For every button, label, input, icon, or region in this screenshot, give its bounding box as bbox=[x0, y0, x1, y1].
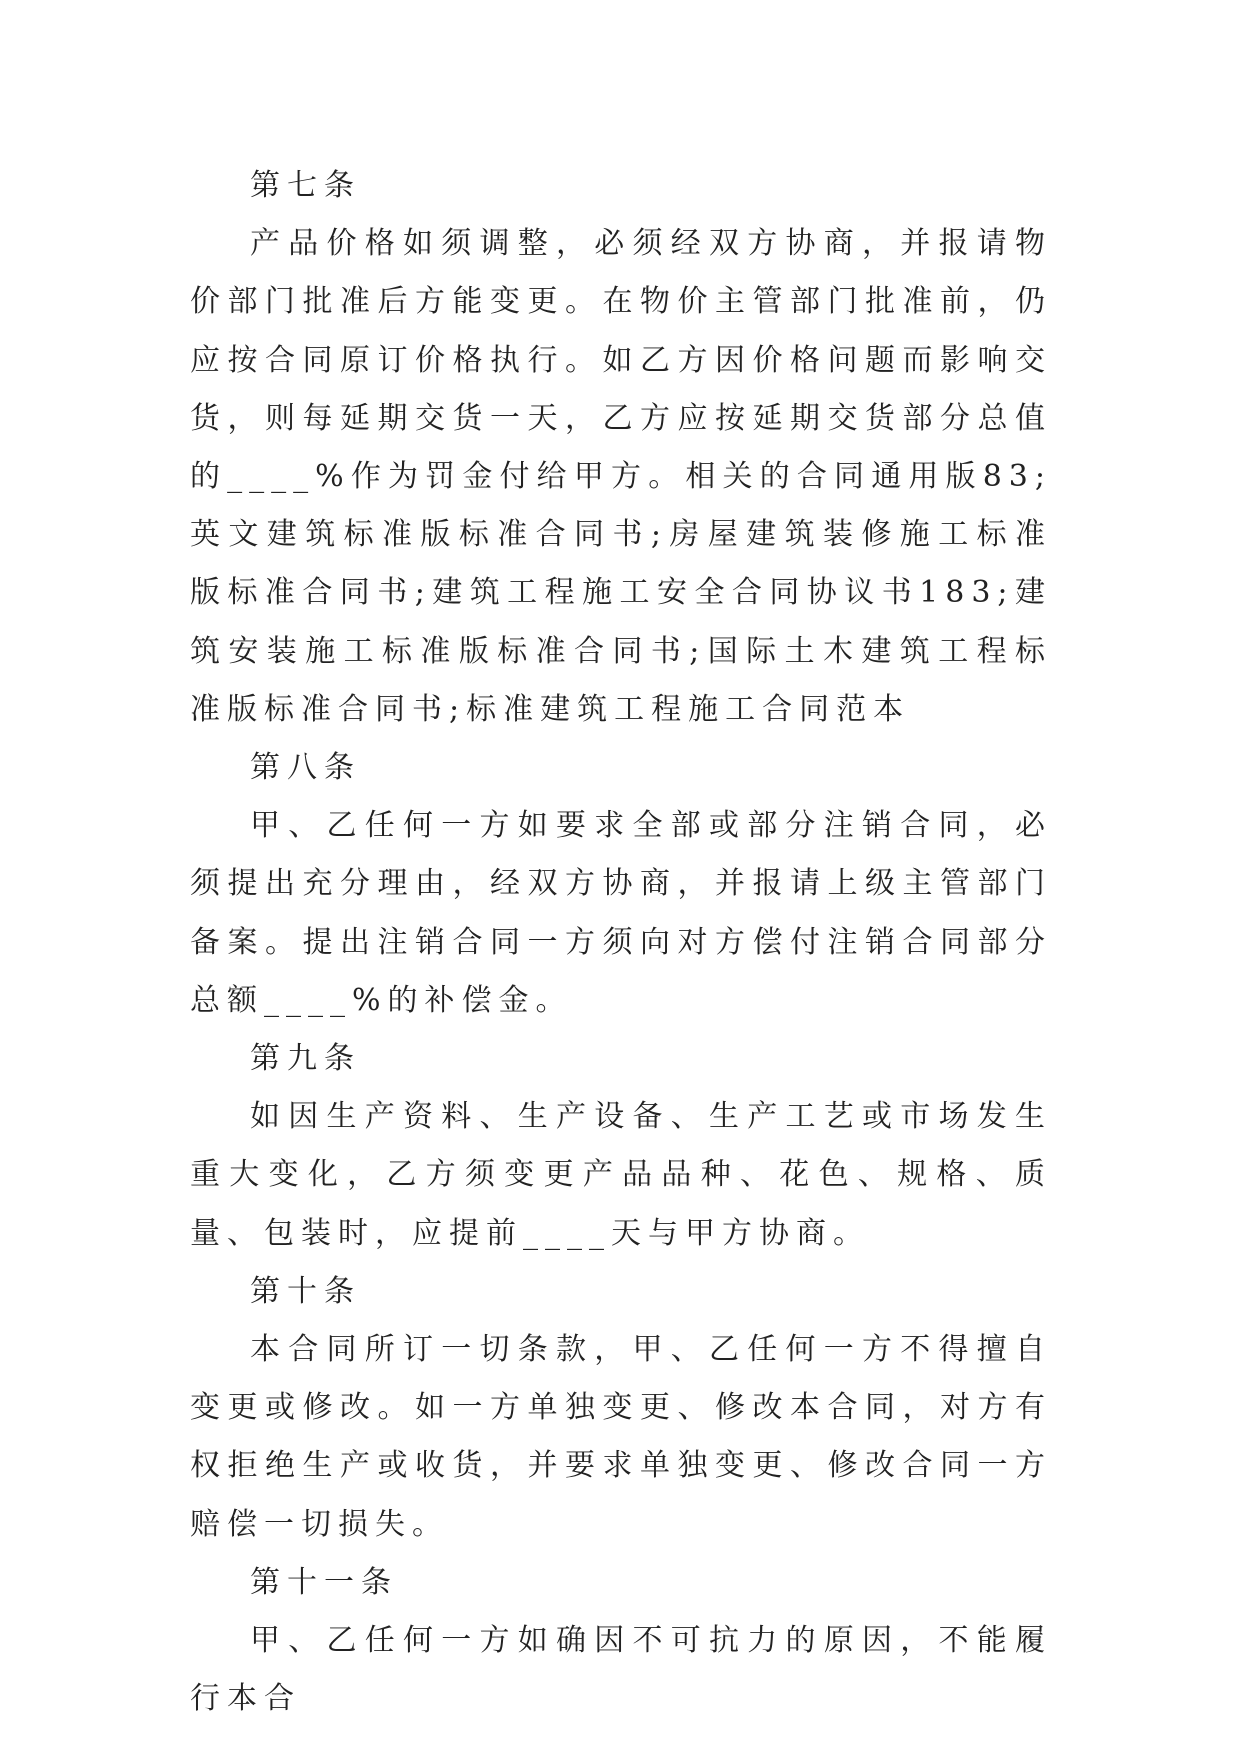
article-9-heading: 第九条 bbox=[250, 1041, 361, 1077]
article-10-heading: 第十条 bbox=[250, 1273, 361, 1309]
document-content bbox=[190, 157, 1052, 1728]
article-8-body: 甲、乙任何一方如要求全部或部分注销合同，必须提出充分理由，经双方协商，并报请上级主管部门备案。提出注销合同一方须向对方偿付注销合同部分总额____%的补偿金。 bbox=[190, 808, 1052, 1018]
article-11-body: 甲、乙任何一方如确因不可抗力的原因，不能履行本合 bbox=[190, 1623, 1052, 1717]
article-8-heading: 第八条 bbox=[250, 750, 361, 786]
article-10-body: 本合同所订一切条款，甲、乙任何一方不得擅自变更或修改。如一方单独变更、修改本合同，对方有权拒绝生产或收货，并要求单独变更、修改合同一方赔偿一切损失。 bbox=[190, 1332, 1052, 1542]
article-11-heading: 第十一条 bbox=[250, 1564, 398, 1600]
article-9-body: 如因生产资料、生产设备、生产工艺或市场发生重大变化，乙方须变更产品品种、花色、规格、质量、包装时，应提前____天与甲方协商。 bbox=[190, 1099, 1052, 1251]
article-7-heading: 第七条 bbox=[250, 168, 361, 203]
article-7-body: 产品价格如须调整，必须经双方协商，并报请物价部门批准后方能变更。在物价主管部门批准前，仍应按合同原订价格执行。如乙方因价格问题而影响交货，则每延期交货一天，乙方应按延期交货部分总值的____%作为罚金付给甲方。相关的合同通用版83;英文建筑标准版标准合同书;房屋建筑装修施工标准版标准合同书;建筑工程施工安全合同协议书183;建筑安装施工标准版标准合同书;国际土木建筑工程标准版标准合同书;标准建筑工程施工合同范本 bbox=[190, 226, 1052, 727]
